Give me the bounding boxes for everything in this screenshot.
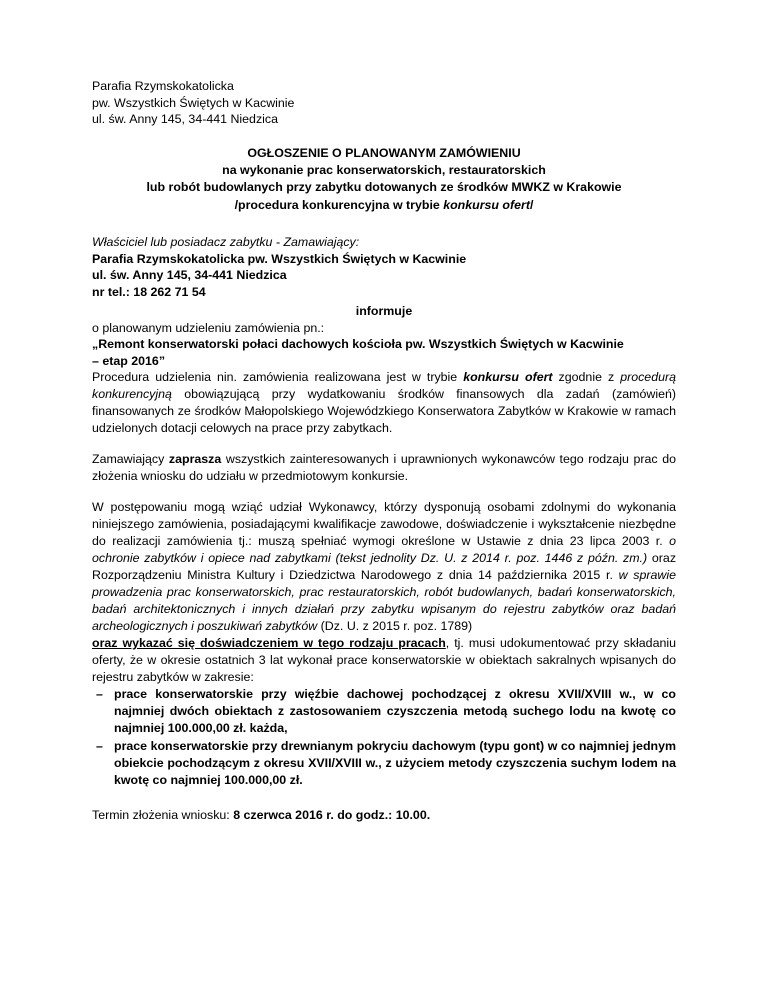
title-line-4-italic: konkursu ofert bbox=[443, 197, 530, 212]
p2-bold1: zaprasza bbox=[168, 452, 222, 467]
list-item-text: prace konserwatorskie przy drewnianym pokryciu dachowym (typu gont) w co najmniej jednym obiekcie pochodzącym z okresu XVII/XVIII w., z użyciem metody czyszczenia suchym lodem na kwotę co najmniej 100.000,00 zł. bbox=[114, 738, 676, 787]
experience-underlined: oraz wykazać się doświadczeniem w tego rodzaju pracach bbox=[92, 635, 446, 650]
title-line-3: lub robót budowlanych przy zabytku dotowanych ze środków MWKZ w Krakowie bbox=[146, 180, 622, 195]
deadline-line bbox=[92, 807, 676, 824]
p3-italic1: o ochronie zabytków i opiece nad zabytkami (tekst jednolity Dz. U. z 2014 r. poz. 1446 z późn. zm.) bbox=[92, 533, 676, 565]
title-line-4-plain: /procedura konkurencyjna w trybie bbox=[234, 197, 444, 212]
p2-part2: wszystkich zainteresowanych i uprawnionych wykonawców tego rodzaju prac do złożenia wniosku do udziału w przedmiotowym konkursie. bbox=[92, 452, 676, 483]
p1-part3: obowiązującą przy wydatkowaniu środków finansowych dla zadań (zamówień) finansowanych ze środków Małopolskiego Wojewódzkiego Konserwatora Zabytków w Krakowie w ramach udzielonych dotacji celowych na prace przy zabytkach. bbox=[92, 387, 676, 436]
p1-part1: Procedura udzielenia nin. zamówienia realizowana jest w trybie bbox=[92, 370, 464, 385]
title-line-2: na wykonanie prac konserwatorskich, restauratorskich bbox=[222, 163, 546, 178]
p3-italic2: w sprawie prowadzenia prac konserwatorskich, prac restauratorskich, robót budowlanych, badań konserwatorskich, badań architektonicznych i innych działań przy zabytku wpisanym do rejestru zabytków oraz badań archeologicznych i poszukiwań zabytków bbox=[92, 567, 676, 633]
list-dash: – bbox=[96, 686, 103, 701]
informuje-heading: informuje bbox=[355, 304, 413, 319]
p3-part2: oraz Rozporządzeniu Ministra Kultury i Dziedzictwa Narodowego z dnia 14 października 2015 r. bbox=[92, 550, 677, 582]
document-body bbox=[92, 78, 676, 823]
title-line-4 bbox=[92, 197, 676, 214]
title-line-4-end: / bbox=[529, 197, 534, 212]
paragraph-procedure bbox=[92, 369, 676, 437]
p1-part2: zgodnie z bbox=[552, 370, 621, 385]
list-dash: – bbox=[96, 738, 103, 753]
party-role: Właściciel lub posiadacz zabytku - Zamawiający: bbox=[92, 234, 360, 249]
intro-line: o planowanym udzieleniu zamówienia pn.: bbox=[92, 320, 325, 335]
paragraph-experience-lead bbox=[92, 635, 676, 686]
sender-address: ul. św. Anny 145, 34-441 Niedzica bbox=[92, 112, 278, 127]
subject-line-1: „Remont konserwatorski połaci dachowych kościoła pw. Wszystkich Świętych w Kacwinie bbox=[92, 337, 624, 352]
party-name: Parafia Rzymskokatolicka pw. Wszystkich Świętych w Kacwinie bbox=[92, 251, 467, 266]
spacer bbox=[92, 214, 676, 234]
sender-name: Parafia Rzymskokatolicka bbox=[92, 79, 234, 93]
p1-bold1: konkursu ofert bbox=[463, 370, 553, 385]
list-item bbox=[92, 686, 676, 737]
subject-line-2: – etap 2016” bbox=[92, 353, 166, 368]
experience-rest: , tj. musi udokumentować przy składaniu oferty, że w okresie ostatnich 3 lat wykonał prace konserwatorskie w obiektach sakralnych wpisanych do rejestru zabytków w zakresie: bbox=[92, 635, 676, 684]
spacer bbox=[92, 128, 676, 145]
p1-italic1: procedurą konkurencyjną bbox=[92, 370, 676, 402]
paragraph-invitation bbox=[92, 451, 676, 485]
sender-parish: pw. Wszystkich Świętych w Kacwinie bbox=[92, 95, 295, 110]
paragraph-requirements-legal bbox=[92, 499, 676, 635]
list-item-text: prace konserwatorskie przy więźbie dachowej pochodzącej z okresu XVII/XVIII w., w co najmniej dwóch obiektach z zastosowaniem czyszczenia metodą suchego lodu na kwotę co najmniej 100.000,00 zł. każda, bbox=[114, 686, 676, 735]
sender-address-block bbox=[92, 78, 676, 128]
list-item bbox=[92, 738, 676, 789]
p3-part1: W postępowaniu mogą wziąć udział Wykonawcy, którzy dysponują osobami zdolnymi do wykonania niniejszego zamówienia, posiadającymi kwalifikacje zawodowe, doświadczenie i wykształcenie niezbędne do realizacji zamówienia tj.: muszą spełniać wymogi określone w Ustawie z dnia 23 lipca 2003 r. bbox=[92, 499, 676, 548]
deadline-label: Termin złożenia wniosku: bbox=[92, 807, 234, 822]
contracting-party-block bbox=[92, 234, 676, 301]
spacer bbox=[92, 437, 676, 451]
spacer bbox=[92, 790, 676, 807]
p2-part1: Zamawiający bbox=[92, 452, 169, 467]
spacer bbox=[92, 485, 676, 499]
title-line-1: OGŁOSZENIE O PLANOWANYM ZAMÓWIENIU bbox=[247, 146, 521, 161]
party-address: ul. św. Anny 145, 34-441 Niedzica bbox=[92, 268, 287, 283]
announcement-title-block bbox=[92, 145, 676, 213]
party-phone: nr tel.: 18 262 71 54 bbox=[92, 285, 206, 300]
requirements-list bbox=[92, 686, 676, 789]
deadline-value: 8 czerwca 2016 r. do godz.: 10.00. bbox=[233, 807, 431, 822]
p3-part3: (Dz. U. z 2015 r. poz. 1789) bbox=[317, 618, 473, 633]
